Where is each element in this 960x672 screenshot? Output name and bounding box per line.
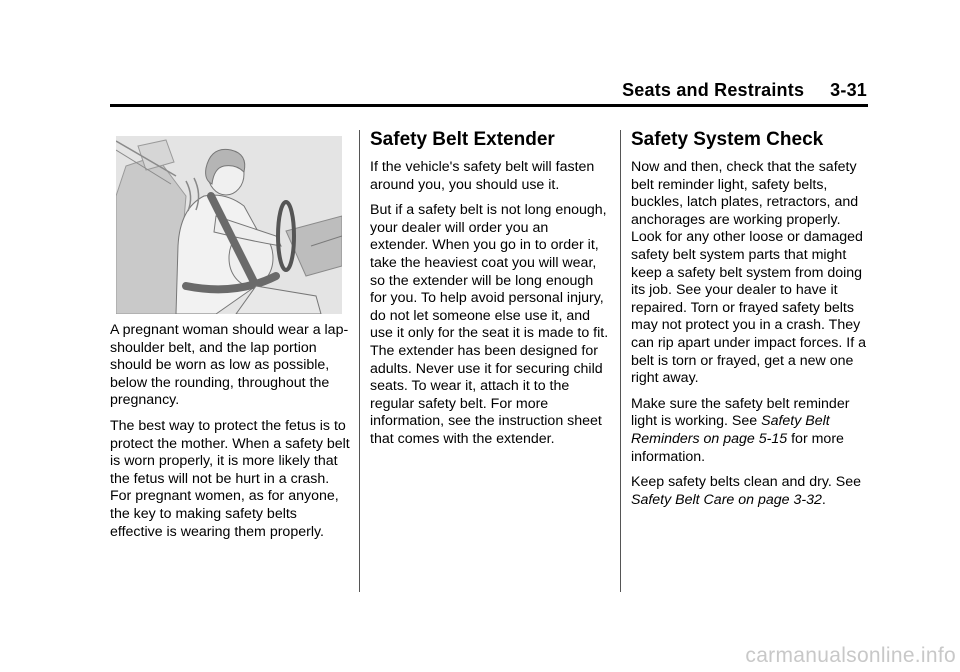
page-header bbox=[0, 0, 960, 110]
section-heading-system-check: Safety System Check bbox=[631, 129, 824, 150]
column-right bbox=[631, 128, 871, 517]
text: Make sure the safety belt reminder light is working. See bbox=[631, 395, 850, 430]
watermark: carmanualsonline.info bbox=[745, 644, 956, 667]
section-title: Seats and Restraints bbox=[622, 80, 805, 100]
running-header bbox=[622, 80, 867, 101]
paragraph bbox=[631, 396, 871, 466]
column-divider bbox=[620, 130, 621, 592]
header-rule bbox=[110, 104, 868, 107]
column-middle bbox=[370, 128, 610, 457]
page-number: 3-31 bbox=[830, 80, 867, 100]
figure-caption: A pregnant woman should wear a lap-shoulder belt, and the lap portion should be worn as low as possible, below the rounding, throughout the pregnancy. bbox=[110, 322, 349, 409]
column-left bbox=[110, 128, 350, 549]
paragraph bbox=[631, 474, 871, 509]
section-heading-belt-extender: Safety Belt Extender bbox=[370, 129, 555, 150]
column-divider bbox=[359, 130, 360, 592]
paragraph: But if a safety belt is not long enough, your dealer will order you an extender. When you go in to order it, take the heaviest coat you will wear, so the extender will be long enough for you. To help avoid personal injury, do not let someone else use it, and use it only for the seat it is made to fit. The extender has been designed for adults. Never use it for securing child seats. To wear it, attach it to the regular safety belt. For more information, see the instruction sheet that comes with the extender. bbox=[370, 202, 609, 447]
cross-reference-link[interactable]: Safety Belt Care on page 3-32 bbox=[631, 491, 822, 508]
text: . bbox=[821, 491, 826, 508]
paragraph: Now and then, check that the safety belt reminder light, safety belts, buckles, latch plates, retractors, and anchorages are working properly. Look for any other loose or damaged safety belt system parts that might keep a safety belt system from doing its job. See your dealer to have it repaired. Torn or frayed safety belts may not protect you in a crash. They can rip apart under impact forces. If a belt is torn or frayed, get a new one right away. bbox=[631, 159, 866, 387]
text: for more information. bbox=[631, 430, 844, 465]
cross-reference-link[interactable]: Safety Belt Reminders on page 5-15 bbox=[631, 413, 830, 447]
text: Keep safety belts clean and dry. See bbox=[631, 474, 862, 491]
paragraph: If the vehicle's safety belt will fasten around you, you should use it. bbox=[370, 159, 595, 193]
paragraph: The best way to protect the fetus is to protect the mother. When a safety belt is worn properly, it is more likely that the fetus will not be hurt in a crash. For pregnant women, as for anyone, the key to making safety belts effective is wearing them properly. bbox=[110, 417, 350, 540]
